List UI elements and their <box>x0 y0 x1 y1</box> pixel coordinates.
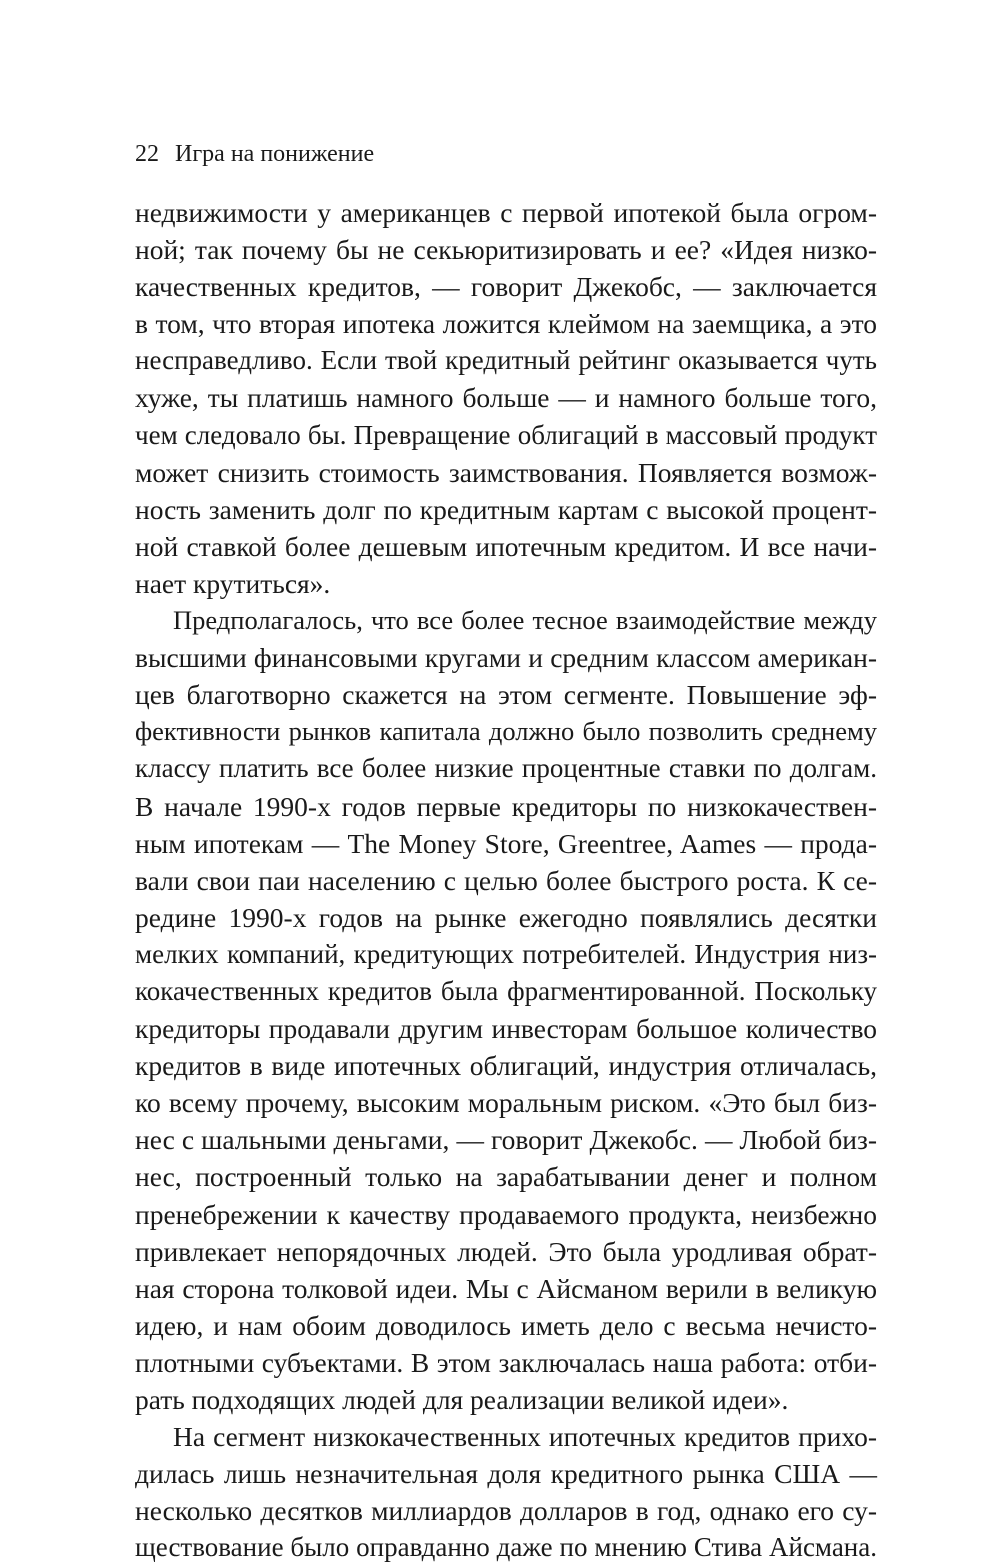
text-line: хуже, ты платишь намного больше — и намного больше того, <box>135 382 877 414</box>
text-line: ко всему прочему, высоким моральным риском. «Это был биз- <box>135 1087 877 1119</box>
paragraph-2 <box>135 602 877 1418</box>
text-line: ность заменить долг по кредитным картам с высокой процент- <box>135 493 877 525</box>
text-line: идею, и нам обоим доводилось иметь дело с весьма нечисто- <box>135 1309 877 1341</box>
text-line: цев благотворно скажется на этом сегменте. Повышение эф- <box>135 679 877 711</box>
text-line: ная сторона толковой идеи. Мы с Айсманом верили в великую <box>135 1272 877 1304</box>
text-line: недвижимости у американцев с первой ипотекой была огром- <box>135 197 877 228</box>
running-header <box>135 137 374 171</box>
text-line: нес с шальными деньгами, — говорит Джекобс. — Любой биз- <box>135 1124 877 1156</box>
text-line: ным ипотекам — The Money Store, Greentree, Aames — прода- <box>135 827 877 859</box>
text-line: вали свои паи населению с целью более быстрого роста. К се- <box>135 864 877 896</box>
text-line: может снизить стоимость заимствования. Появляется возмож- <box>135 456 877 488</box>
text-line: классу платить все более низкие процентные ставки по долгам. <box>135 753 877 784</box>
text-line: На сегмент низкокачественных ипотечных кредитов прихо- <box>173 1421 877 1453</box>
text-line: кокачественных кредитов была фрагментированной. Поскольку <box>135 975 877 1006</box>
text-line: привлекает непорядочных людей. Это была уродливая обрат- <box>135 1235 877 1267</box>
text-line: кредиторы продавали другим инвесторам большое количество <box>135 1013 877 1045</box>
text-line: нес, построенный только на зарабатывании денег и полном <box>135 1161 877 1193</box>
text-line: высшими финансовыми кругами и средним классом американ- <box>135 642 877 674</box>
text-line: ной ставкой более дешевым ипотечным кредитом. И все начи- <box>135 530 877 562</box>
text-line: несколько десятков миллиардов долларов в год, однако его су- <box>135 1495 877 1527</box>
text-line: чем следовало бы. Превращение облигаций в массовый продукт <box>135 419 877 450</box>
text-line: пренебрежении к качеству продаваемого продукта, неизбежно <box>135 1198 877 1230</box>
text-line: мелких компаний, кредитующих потребителей. Индустрия низ- <box>135 938 877 969</box>
text-line: плотными субъектами. В этом заключалась наша работа: отби- <box>135 1346 877 1378</box>
body-text <box>135 194 877 1566</box>
text-line: ной; так почему бы не секьюритизировать и ее? «Идея низко- <box>135 234 877 266</box>
text-line: нает крутиться». <box>135 567 331 599</box>
paragraph-3 <box>135 1418 877 1566</box>
text-line: ществование было оправданно даже по мнению Стива Айсмана. <box>135 1532 877 1563</box>
text-line: Предполагалось, что все более тесное взаимодействие между <box>173 605 877 636</box>
text-line: редине 1990-х годов на рынке ежегодно появлялись десятки <box>135 901 877 933</box>
text-line: в том, что вторая ипотека ложится клеймом на заемщика, а это <box>135 308 877 340</box>
running-title: Игра на понижение <box>175 141 375 167</box>
text-line: рать подходящих людей для реализации великой идеи». <box>135 1384 789 1415</box>
text-line: дилась лишь незначительная доля кредитного рынка США — <box>135 1458 877 1490</box>
text-line: несправедливо. Если твой кредитный рейтинг оказывается чуть <box>135 345 877 376</box>
text-line: фективности рынков капитала должно было позволить среднему <box>135 716 877 747</box>
page-number: 22 <box>135 141 159 167</box>
paragraph-1 <box>135 194 877 602</box>
text-line: кредитов в виде ипотечных облигаций, индустрия отличалась, <box>135 1050 877 1082</box>
text-line: качественных кредитов, — говорит Джекобс, — заключается <box>135 271 877 303</box>
text-line: В начале 1990-х годов первые кредиторы по низкокачествен- <box>135 790 877 822</box>
